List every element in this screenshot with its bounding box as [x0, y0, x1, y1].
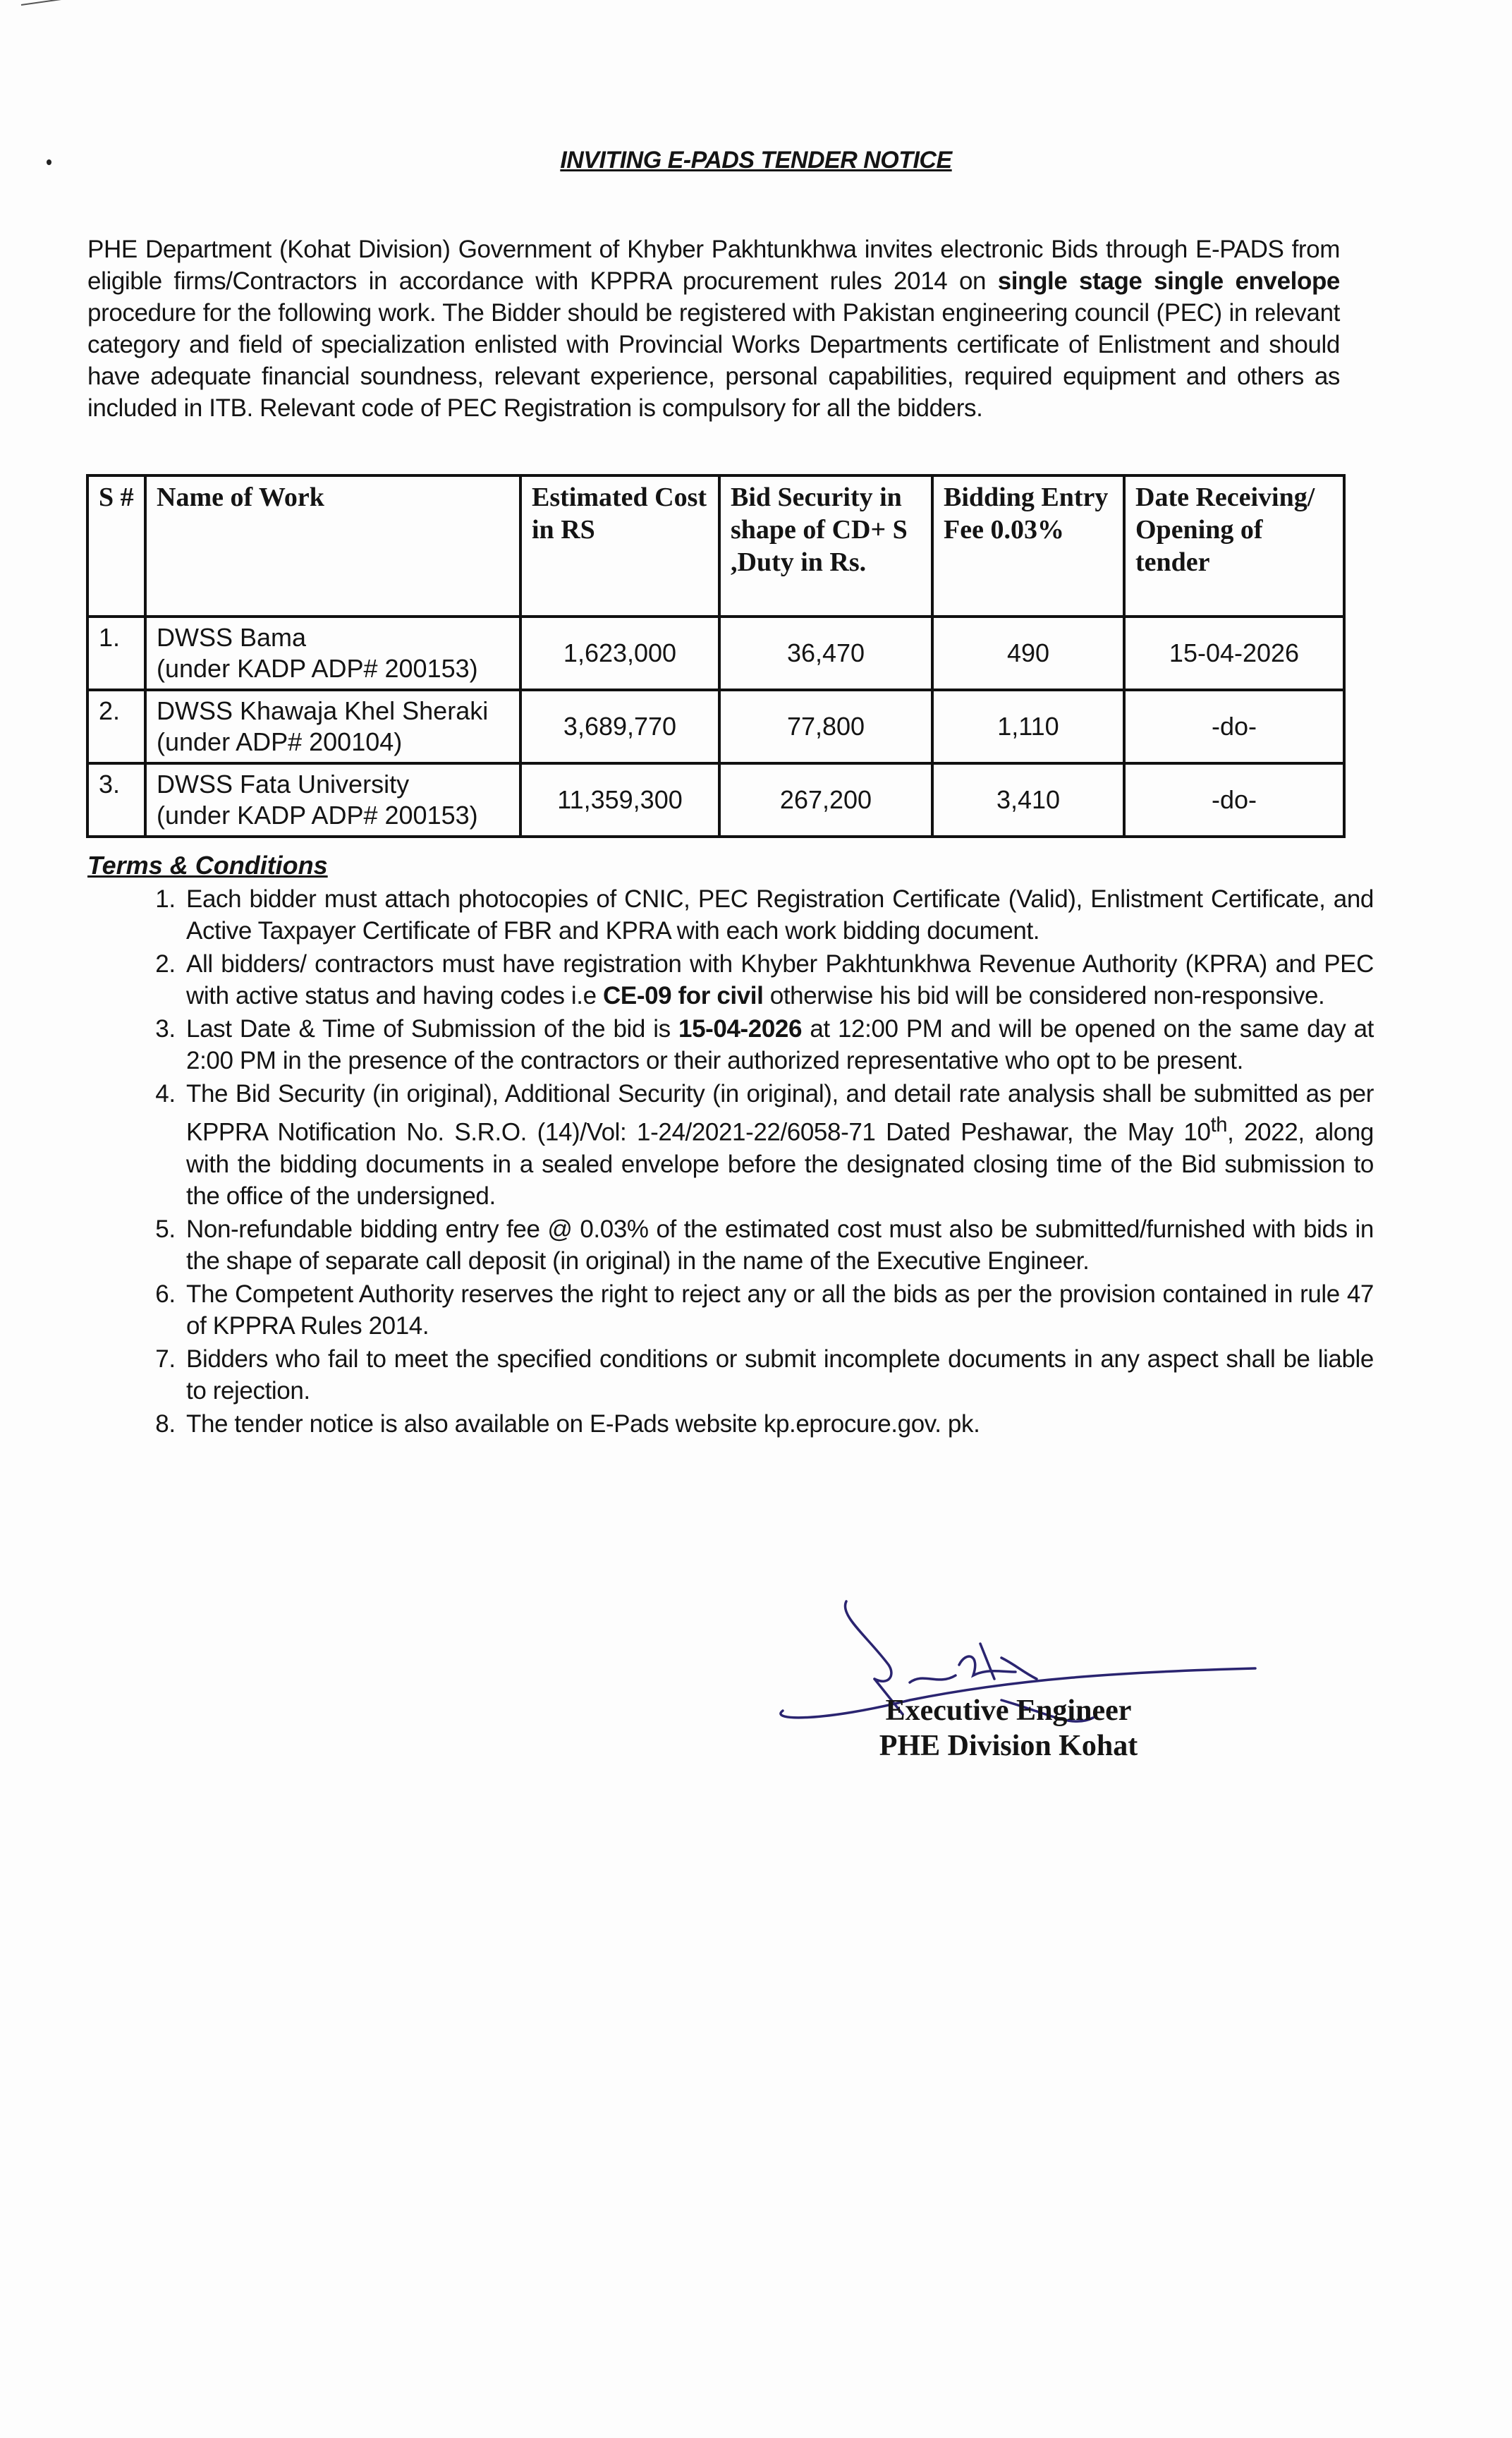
term-item — [182, 1078, 1374, 1212]
term-text: Non-refundable bidding entry fee @ 0.03% of the estimated cost must also be submitted/furnished with bids in the shape of separate call deposit (in original) in the name of the Executive Engineer. — [186, 1215, 1374, 1275]
work-name: DWSS Fata University — [157, 770, 410, 799]
term-superscript: th — [1210, 1114, 1228, 1136]
row-sn: 3. — [87, 763, 145, 837]
row-sn: 2. — [87, 690, 145, 763]
table-row — [87, 617, 1344, 690]
term-text: otherwise his bid will be considered non-responsive. — [763, 982, 1325, 1009]
term-item — [182, 1278, 1374, 1342]
term-text: at 12:00 PM and will be opened on the same day at 2:00 PM in the presence of the contractors or their authorized representative who opt to be present. — [186, 1015, 1374, 1074]
term-text: The Bid Security (in original), Additional Security (in original), and detail rate analysis shall be submitted as per KPPRA Notification No. S.R.O. (14)/Vol: 1-24/2021-22/6058-71 Dated Peshawar, the May 10 — [186, 1080, 1374, 1146]
intro-text-2: procedure for the following work. The Bidder should be registered with Pakistan engineering council (PEC) in relevant category and field of specialization enlisted with Provincial Works Departments certificate of Enlistment and should have adequate financial soundness, relevant experience, personal capabilities, required equipment and others as included in ITB. Relevant code of PEC Registration is compulsory for all the bidders. — [87, 299, 1340, 422]
work-scheme: (under KADP ADP# 200153) — [157, 654, 478, 683]
row-cost: 3,689,770 — [520, 690, 719, 763]
row-date: -do- — [1124, 763, 1344, 837]
term-item — [182, 883, 1374, 947]
header-security: Bid Security in shape of CD+ S ,Duty in Rs. — [719, 475, 932, 617]
intro-text-1: PHE Department (Kohat Division) Government of Khyber Pakhtunkhwa invites electronic Bids through E-PADS from eligible firms/Contractors in accordance with KPPRA procurement rules 2014 on — [87, 236, 1340, 295]
works-table — [86, 474, 1346, 838]
term-text: , 2022, along with the bidding documents in a sealed envelope before the designated closing time of the Bid submission to the office of the undersigned. — [186, 1118, 1374, 1210]
row-fee: 490 — [932, 617, 1124, 690]
intro-bold: single stage single envelope — [997, 267, 1340, 295]
row-cost: 1,623,000 — [520, 617, 719, 690]
terms-list — [134, 883, 1374, 1441]
term-text: Last Date & Time of Submission of the bid is — [186, 1015, 678, 1043]
header-cost: Estimated Cost in RS — [520, 475, 719, 617]
row-security: 267,200 — [719, 763, 932, 837]
signatory-office: PHE Division Kohat — [879, 1730, 1138, 1762]
row-name — [145, 690, 520, 763]
term-text: All bidders/ contractors must have registration with Khyber Pakhtunkhwa Revenue Authority (KPRA) and PEC with active status and having codes i.e — [186, 950, 1374, 1009]
signatory-designation: Executive Engineer — [885, 1694, 1132, 1727]
term-text: The Competent Authority reserves the right to reject any or all the bids as per the provision contained in rule 47 of KPPRA Rules 2014. — [186, 1280, 1374, 1340]
term-item — [182, 1408, 1374, 1440]
term-bold: 15-04-2026 — [678, 1015, 803, 1043]
term-text: Bidders who fail to meet the specified conditions or submit incomplete documents in any aspect shall be liable to rejection. — [186, 1345, 1374, 1405]
header-name: Name of Work — [145, 475, 520, 617]
row-fee: 1,110 — [932, 690, 1124, 763]
work-scheme: (under ADP# 200104) — [157, 727, 403, 756]
row-date: -do- — [1124, 690, 1344, 763]
intro-paragraph — [87, 234, 1340, 424]
term-item — [182, 948, 1374, 1012]
row-name — [145, 617, 520, 690]
scan-corner-mark — [21, 0, 105, 6]
term-bold: CE-09 for civil — [603, 982, 764, 1009]
row-date: 15-04-2026 — [1124, 617, 1344, 690]
term-text: The tender notice is also available on E-Pads website kp.eprocure.gov. pk. — [186, 1409, 980, 1438]
header-fee: Bidding Entry Fee 0.03% — [932, 475, 1124, 617]
work-scheme: (under KADP ADP# 200153) — [157, 801, 478, 830]
table-header-row — [87, 475, 1344, 617]
term-text: Each bidder must attach photocopies of CNIC, PEC Registration Certificate (Valid), Enlistment Certificate, and Active Taxpayer Certificate of FBR and KPRA with each work bidding document. — [186, 885, 1374, 945]
header-date: Date Receiving/ Opening of tender — [1124, 475, 1344, 617]
work-name: DWSS Bama — [157, 623, 307, 652]
row-name — [145, 763, 520, 837]
notice-title: INVITING E-PADS TENDER NOTICE — [560, 147, 952, 174]
table-row — [87, 690, 1344, 763]
row-cost: 11,359,300 — [520, 763, 719, 837]
signatory-block — [832, 1693, 1185, 1764]
terms-heading: Terms & Conditions — [87, 851, 328, 880]
row-fee: 3,410 — [932, 763, 1124, 837]
work-name: DWSS Khawaja Khel Sheraki — [157, 696, 489, 725]
row-security: 36,470 — [719, 617, 932, 690]
row-sn: 1. — [87, 617, 145, 690]
table-row — [87, 763, 1344, 837]
term-item — [182, 1013, 1374, 1077]
term-item — [182, 1213, 1374, 1277]
header-sn: S # — [87, 475, 145, 617]
row-security: 77,800 — [719, 690, 932, 763]
term-item — [182, 1343, 1374, 1407]
